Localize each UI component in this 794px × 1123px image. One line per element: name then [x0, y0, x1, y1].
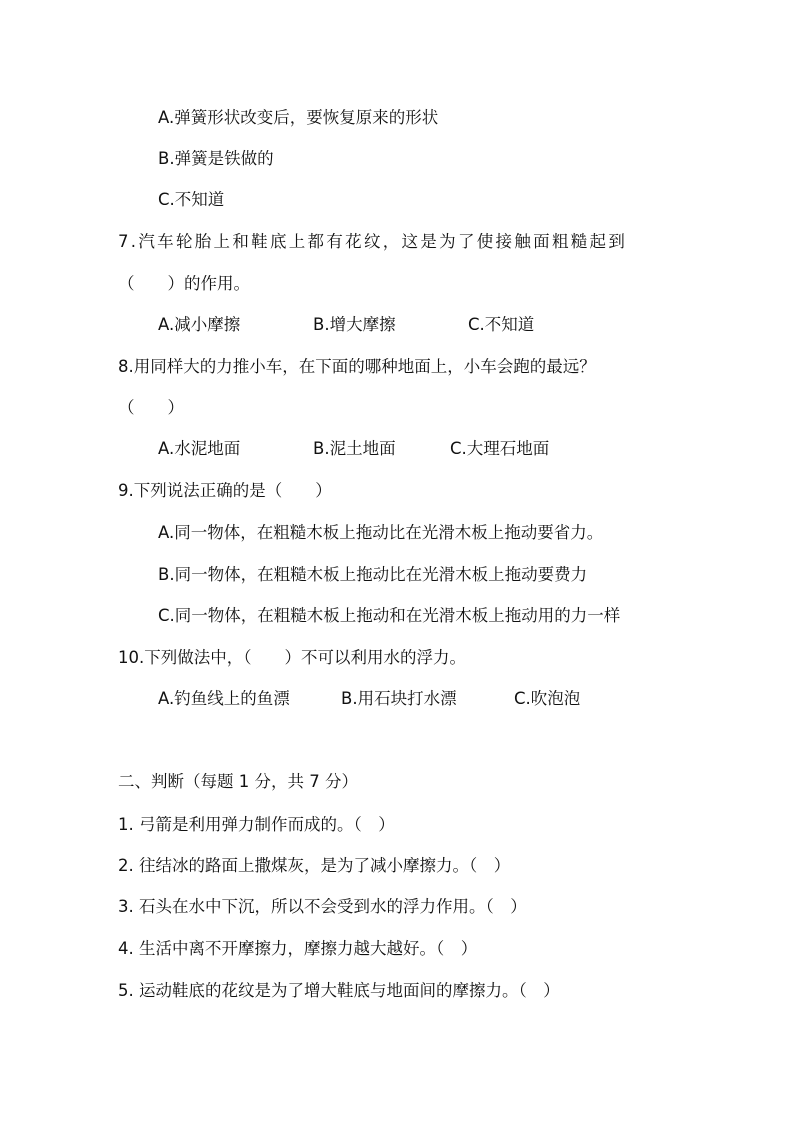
- q7-option-a: A.减小摩擦: [158, 315, 241, 334]
- section2-title: 二、判断（每题 1 分，共 7 分）: [118, 772, 358, 791]
- q8-option-b: B.泥土地面: [313, 439, 396, 458]
- judge-item-5: 5. 运动鞋底的花纹是为了增大鞋底与地面间的摩擦力。（ ）: [118, 981, 560, 1000]
- q7-stem-line2: （ ）的作用。: [118, 274, 250, 293]
- q8-stem-line2: （ ）: [118, 398, 184, 417]
- judge-item-3: 3. 石头在水中下沉，所以不会受到水的浮力作用。（ ）: [118, 897, 527, 916]
- q10-stem: 10.下列做法中，（ ）不可以利用水的浮力。: [118, 648, 466, 667]
- q6-option-c: C.不知道: [158, 190, 225, 209]
- q6-option-b: B.弹簧是铁做的: [158, 149, 274, 168]
- q7-option-c: C.不知道: [468, 315, 535, 334]
- q7-stem-line1: 7.汽车轮胎上和鞋底上都有花纹，这是为了使接触面粗糙起到: [118, 232, 628, 251]
- q10-option-a: A.钓鱼线上的鱼漂: [158, 689, 290, 708]
- q8-option-c: C.大理石地面: [450, 439, 550, 458]
- q8-option-a: A.水泥地面: [158, 439, 241, 458]
- q9-stem: 9.下列说法正确的是（ ）: [118, 481, 332, 500]
- q7-option-b: B.增大摩擦: [313, 315, 396, 334]
- q6-option-a: A.弹簧形状改变后，要恢复原来的形状: [158, 108, 439, 127]
- q10-option-c: C.吹泡泡: [514, 689, 581, 708]
- judge-item-2: 2. 往结冰的路面上撒煤灰，是为了减小摩擦力。（ ）: [118, 856, 511, 875]
- judge-item-1: 1. 弓箭是利用弹力制作而成的。（ ）: [118, 815, 395, 834]
- q9-option-b: B.同一物体，在粗糙木板上拖动比在光滑木板上拖动要费力: [158, 565, 588, 584]
- q9-option-c: C.同一物体，在粗糙木板上拖动和在光滑木板上拖动用的力一样: [158, 606, 621, 625]
- judge-item-4: 4. 生活中离不开摩擦力，摩擦力越大越好。（ ）: [118, 939, 478, 958]
- q8-stem-line1: 8.用同样大的力推小车，在下面的哪种地面上，小车会跑的最远？: [118, 357, 596, 376]
- q9-option-a: A.同一物体，在粗糙木板上拖动比在光滑木板上拖动要省力。: [158, 523, 604, 542]
- q10-option-b: B.用石块打水漂: [341, 689, 457, 708]
